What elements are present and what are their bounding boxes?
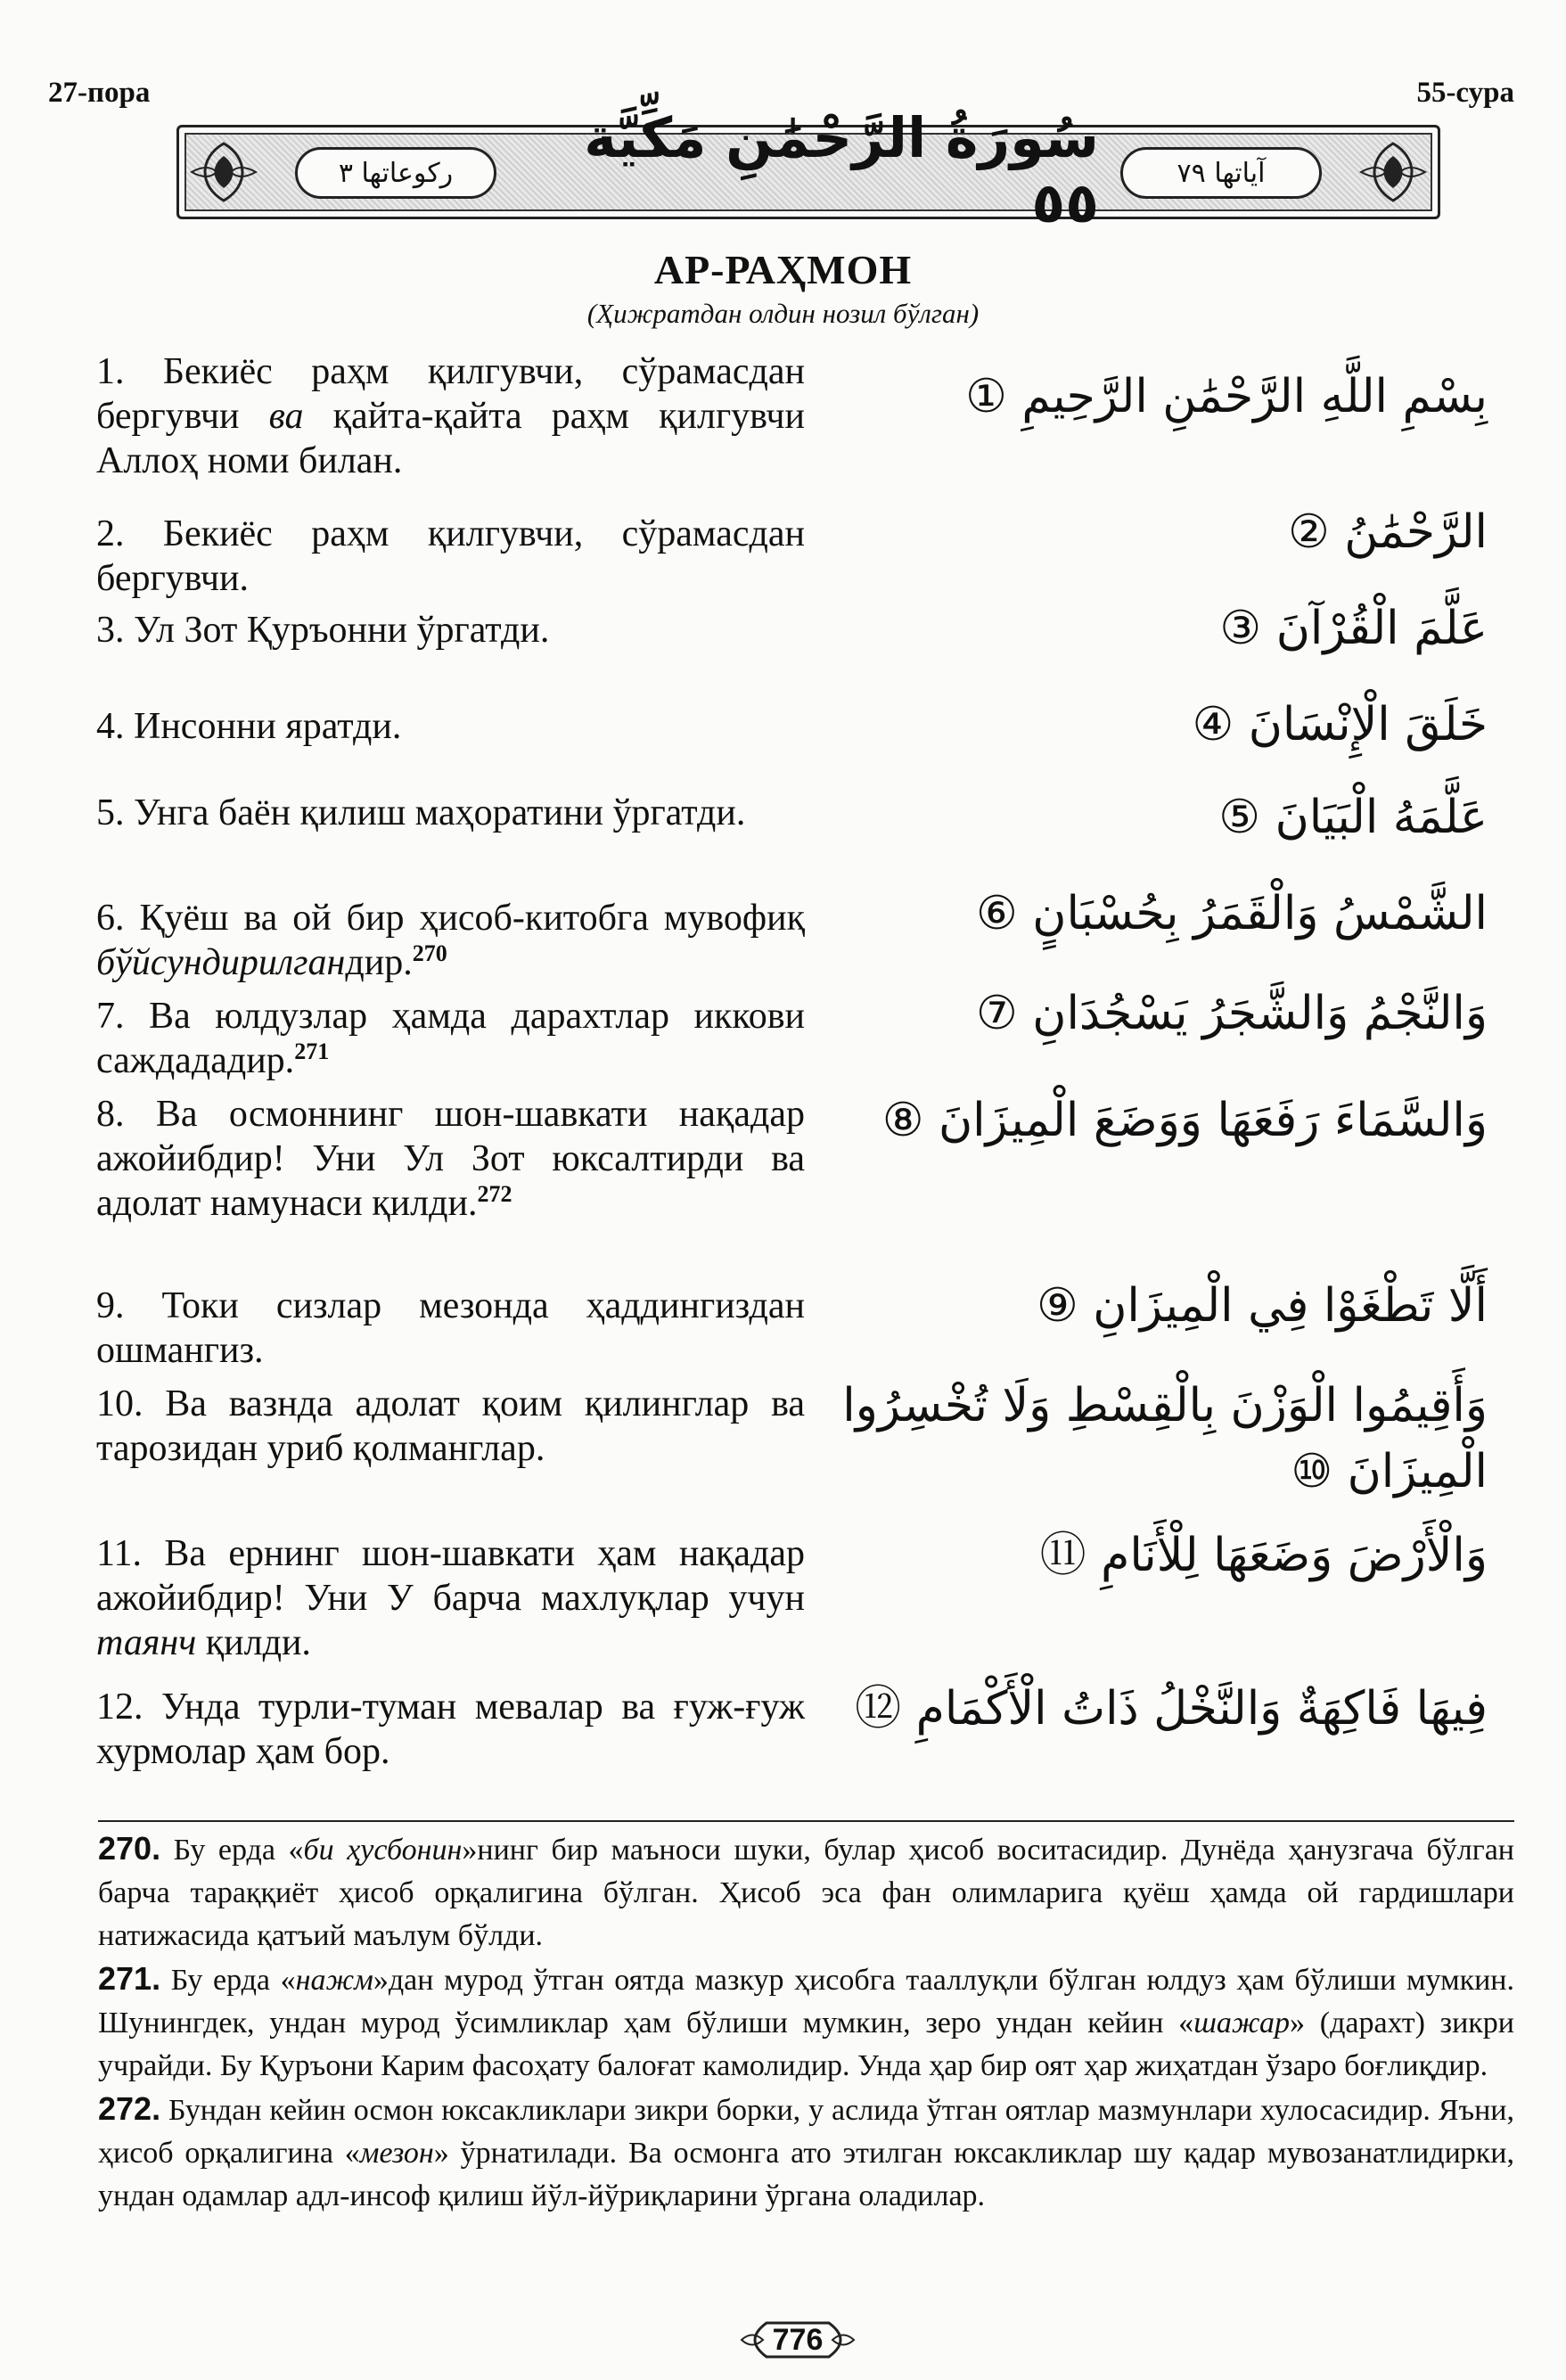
footnotes — [98, 1827, 1514, 2218]
arabic-verse-9: أَلَّا تَطْغَوْا فِي الْمِيزَانِ ⑨ — [1037, 1279, 1488, 1333]
arabic-verse-4: خَلَقَ الْإِنْسَانَ ④ — [1192, 698, 1488, 751]
verse-1: 1. Бекиёс раҳм қилгувчи, сўрамасдан бергувчи ва қайта-қайта раҳм қилгувчи Аллоҳ номи билан. — [96, 351, 806, 481]
sura-label: 55-сура — [1416, 77, 1514, 109]
verse-10: 10. Ва вазнда адолат қоим қилинглар ва тарозидан уриб қолманглар. — [96, 1383, 805, 1469]
arabic-verse-7: وَالنَّجْمُ وَالشَّجَرُ يَسْجُدَانِ ⑦ — [976, 987, 1488, 1040]
juz-label: 27-пора — [48, 77, 151, 109]
surah-banner — [176, 105, 1440, 235]
arabic-verse-3: عَلَّمَ الْقُرْآنَ ③ — [1219, 602, 1488, 655]
footnote-272: 272. Бундан кейин осмон юксакликлари зикри борки, у аслида ўтган оятлар мазмунлари хулосасидир. Яъни, ҳисоб орқалигина «мезон» ўрнатилади. Ва осмонга ато этилган юксакликлар шу қадар мувозанатлидирки, ундан одамлар адл-инсоф қилиш йўл-йўриқларини ўргана оладилар. — [98, 2090, 1514, 2212]
ornament-icon — [1359, 140, 1427, 204]
verse-7: 7. Ва юлдузлар ҳамда дарахтлар иккови саждададир.$^{271}$ — [96, 996, 805, 1081]
rukus-count: ركوعاتها ٣ — [295, 147, 496, 199]
footnote-divider — [98, 1820, 1514, 1822]
footnote-270: 270. Бу ерда «би ҳусбонин»нинг бир маъноси шуки, булар ҳисоб воситасидир. Дунёда ҳанузгача бўлган барча тараққиёт ҳисоб орқалигина бўлган. Ҳисоб эса фан олимларига қуёш ҳамда ой гардишлари натижасида қатъий маълум бўлди. — [98, 1830, 1514, 1952]
verse-11: 11. Ва ернинг шон-шавкати ҳам нақадар ажойибдир! Уни У барча махлуқлар учун таянч қилди. — [96, 1533, 805, 1663]
verse-4: 4. Инсонни яратди. — [96, 706, 402, 747]
verse-9: 9. Токи сизлар мезонда ҳаддингиздан ошмангиз. — [96, 1285, 805, 1371]
surah-subtitle: (Ҳижратдан олдин нозил бўлган) — [586, 298, 980, 329]
verse-8: 8. Ва осмоннинг шон-шавкати нақадар ажойибдир! Уни Ул Зот юксалтирди ва адолат намунаси қилди.$^{272}$ — [96, 1094, 805, 1224]
arabic-verse-2: الرَّحْمَٰنُ ② — [1288, 505, 1488, 559]
verse-2: 2. Бекиёс раҳм қилгувчи, сўрамасдан бергувчи. — [96, 513, 805, 599]
ayah-count: آياتها ٧٩ — [1120, 147, 1322, 199]
verse-6: 6. Қуёш ва ой бир ҳисоб-китобга мувофиқ бўйсундирилгандир.$^{270}$ — [96, 898, 805, 983]
footnote-ref: 270 — [412, 940, 447, 966]
arabic-verse-10: وَأَقِيمُوا الْوَزْنَ بِالْقِسْطِ وَلَا تُخْسِرُوا الْمِيزَانَ ⑩ — [842, 1379, 1488, 1498]
page-number: 776 — [740, 2318, 856, 2362]
ornament-icon — [190, 140, 258, 204]
surah-title: АР-РАҲМОН — [653, 247, 913, 292]
verse-5: 5. Унга баён қилиш маҳоратини ўргатди. — [96, 792, 746, 833]
arabic-verse-12: فِيهَا فَاكِهَةٌ وَالنَّخْلُ ذَاتُ الْأَكْمَامِ ⑫ — [855, 1682, 1488, 1736]
arabic-verse-6: الشَّمْسُ وَالْقَمَرُ بِحُسْبَانٍ ⑥ — [976, 887, 1488, 940]
surah-title-arabic: سُورَةُ الرَّحْمَٰنِ مَكِّيَّة ٥٥ — [584, 105, 1099, 235]
verse-12: 12. Унда турли-туман мевалар ва ғуж-ғуж хурмолар ҳам бор. — [96, 1687, 805, 1772]
verse-3: 3. Ул Зот Қуръонни ўргатди. — [96, 610, 550, 651]
footnote-ref: 272 — [477, 1181, 512, 1207]
footnote-271: 271. Бу ерда «нажм»дан мурод ўтган оятда мазкур ҳисобга тааллуқли бўлган юлдуз ҳам бўлиши мумкин. Шунингдек, ундан мурод ўсимликлар ҳам бўлиши мумкин, зеро ундан кейин «шажар» (дарахт) зикри учрайди. Бу Қуръони Карим фасоҳату балоғат камолидир. Унда ҳар бир оят ҳар жиҳатдан ўзаро боғлиқдир. — [98, 1960, 1514, 2082]
arabic-verse-8: وَالسَّمَاءَ رَفَعَهَا وَوَضَعَ الْمِيزَانَ ⑧ — [881, 1094, 1488, 1147]
footnote-ref: 271 — [294, 1038, 330, 1064]
arabic-verse-11: وَالْأَرْضَ وَضَعَهَا لِلْأَنَامِ ⑪ — [1039, 1529, 1488, 1582]
arabic-verse-1: بِسْمِ اللَّهِ الرَّحْمَٰنِ الرَّحِيمِ ① — [965, 370, 1488, 423]
arabic-verse-5: عَلَّمَهُ الْبَيَانَ ⑤ — [1218, 791, 1488, 844]
